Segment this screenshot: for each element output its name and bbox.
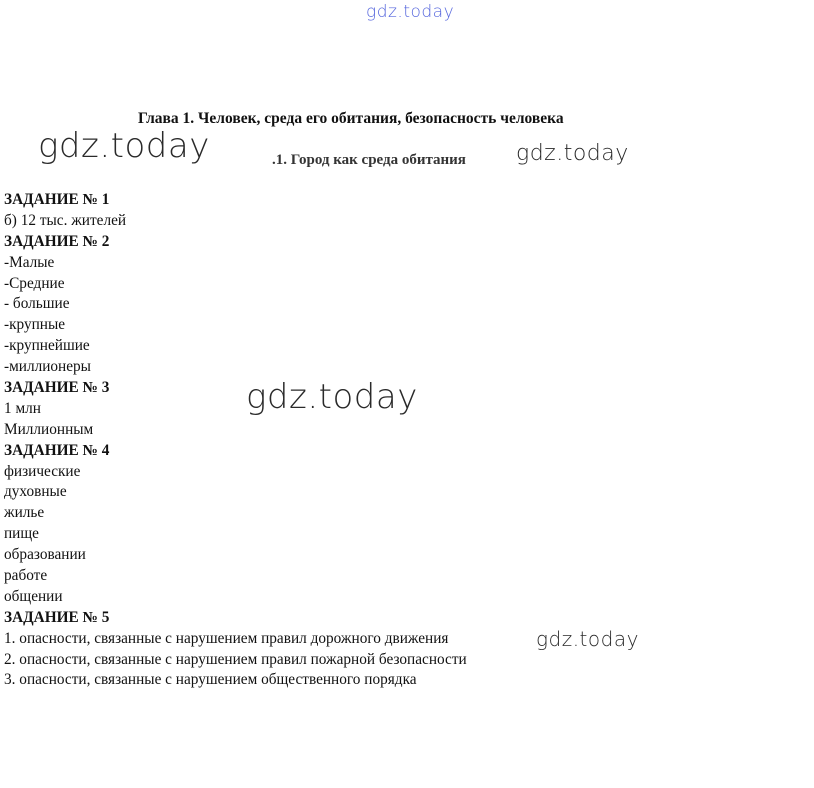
task-4-answer-5: образовании: [4, 546, 86, 564]
task-5-answer-3: 3. опасности, связанные с нарушением общественного порядка: [4, 671, 417, 689]
task-2-answer-3: - большие: [4, 295, 70, 313]
task-2-heading: ЗАДАНИЕ № 2: [4, 232, 110, 250]
task-5-answer-1: 1. опасности, связанные с нарушением правил дорожного движения: [4, 629, 449, 647]
watermark-right: gdz.today: [516, 141, 629, 166]
task-4-answer-1: физические: [4, 462, 81, 480]
task-4-heading: ЗАДАНИЕ № 4: [4, 441, 110, 459]
task-4-answer-3: жилье: [4, 504, 45, 522]
chapter-title: Глава 1. Человек, среда его обитания, безопасность человека: [138, 110, 564, 127]
task-3-answer-1: 1 млн: [4, 399, 41, 417]
task-4-answer-4: пище: [4, 525, 39, 543]
task-2-answer-1: -Малые: [4, 253, 55, 271]
answers-content: [4, 190, 804, 691]
watermark-bottom: gdz.today: [536, 627, 639, 651]
task-2-answer-6: -миллионеры: [4, 358, 91, 376]
task-5-heading: ЗАДАНИЕ № 5: [4, 608, 110, 626]
task-2-answer-4: -крупные: [4, 316, 66, 334]
task-4-answer-2: духовные: [4, 483, 67, 501]
task-3-answer-2: Миллионным: [4, 420, 94, 438]
task-5-answer-2: 2. опасности, связанные с нарушением правил пожарной безопасности: [4, 650, 467, 668]
task-4-answer-7: общении: [4, 587, 63, 605]
task-1-answer-1: б) 12 тыс. жителей: [4, 211, 127, 229]
task-2-answer-5: -крупнейшие: [4, 337, 90, 355]
watermark-center: gdz.today: [246, 377, 418, 417]
task-3-heading: ЗАДАНИЕ № 3: [4, 379, 110, 397]
task-1-heading: ЗАДАНИЕ № 1: [4, 191, 110, 208]
task-2-answer-2: -Средние: [4, 274, 65, 292]
watermark-top: gdz.today: [366, 2, 455, 22]
task-4-answer-6: работе: [4, 567, 48, 585]
section-title: .1. Город как среда обитания: [272, 152, 466, 168]
watermark-left: gdz.today: [38, 126, 210, 166]
